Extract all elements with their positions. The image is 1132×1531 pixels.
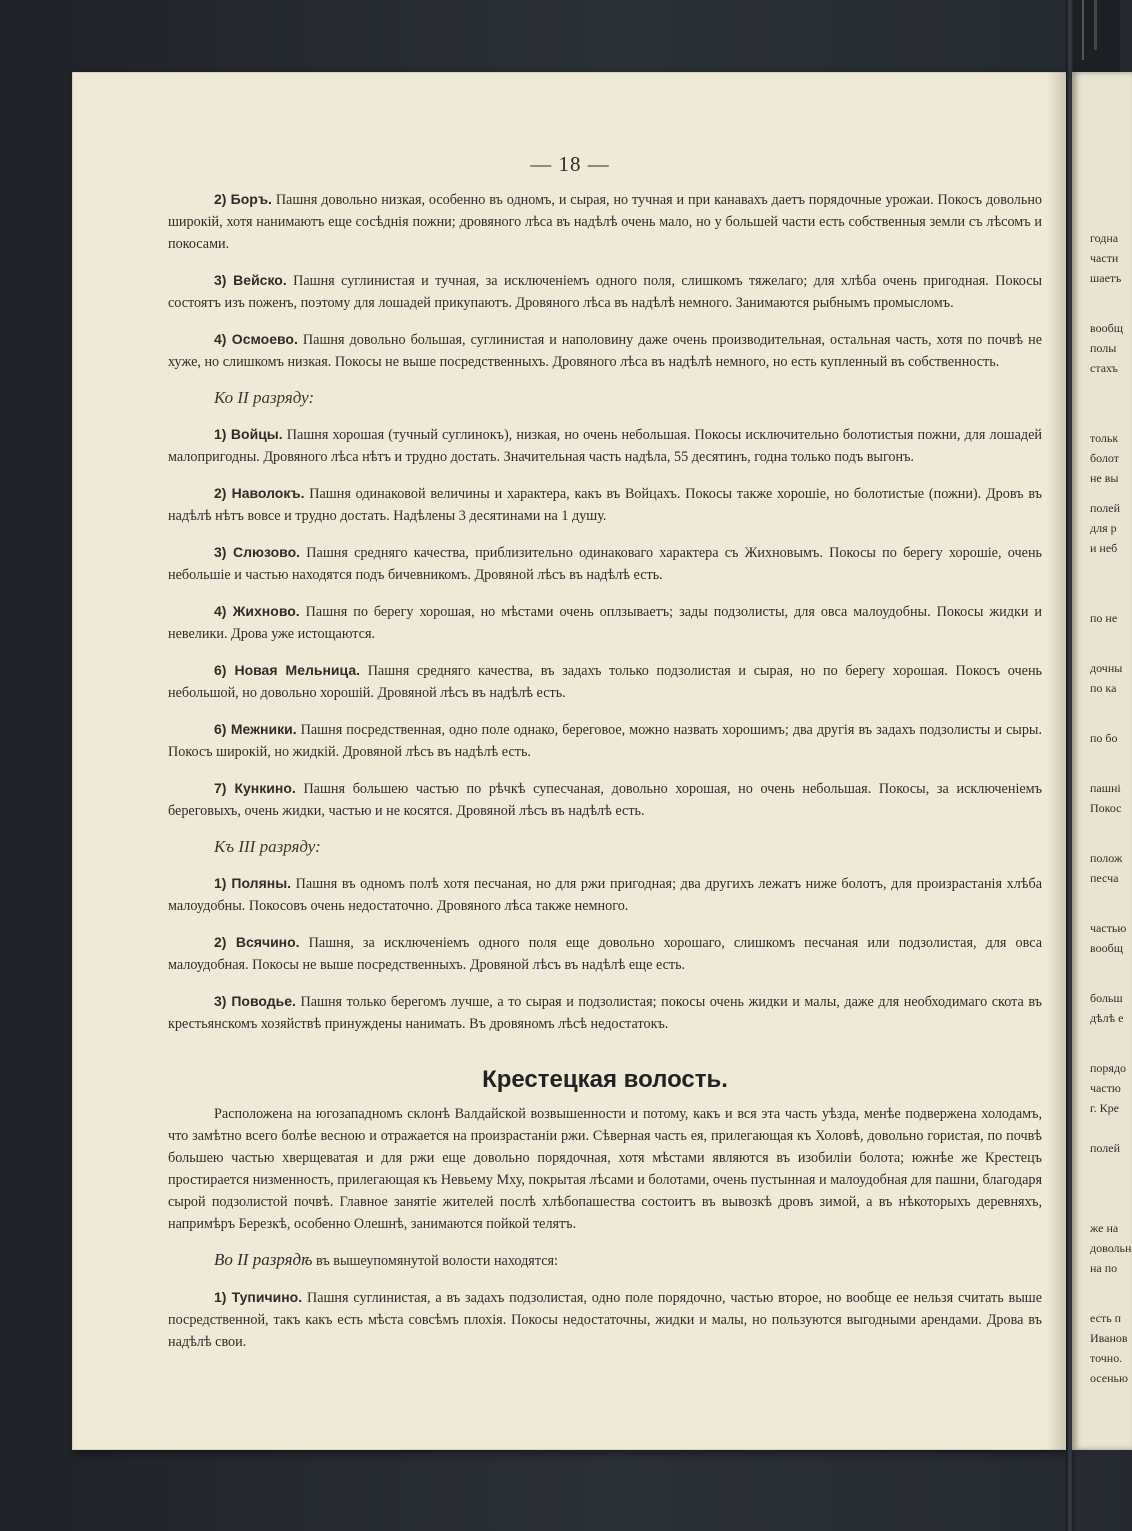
adjacent-page-fragment: больш xyxy=(1090,991,1123,1005)
adjacent-page-fragment: вообщ xyxy=(1090,941,1123,955)
adjacent-page-fragment: полей xyxy=(1090,501,1120,515)
entries-group-3 xyxy=(168,872,1042,1035)
adjacent-page-fragment: болот xyxy=(1090,451,1120,465)
village-entry xyxy=(168,659,1042,704)
village-name: 4) Осмоево. xyxy=(214,331,298,347)
adjacent-page-fragment: для р xyxy=(1090,521,1117,535)
village-entry xyxy=(168,423,1042,468)
village-entry xyxy=(168,1286,1042,1353)
adjacent-page-fragment: тольк xyxy=(1090,431,1119,445)
adjacent-page-fragment: есть п xyxy=(1090,1311,1122,1325)
village-description: Пашня только берегомъ лучше, а то сырая и подзолистая; покосы очень жидки и малы, даже для необходимаго скота въ крестьянскомъ хозяйствѣ принуждены нанимать. Въ дровяномъ лѣсѣ недостатокъ. xyxy=(168,994,1043,1032)
adjacent-page-fragment: по бо xyxy=(1090,731,1118,745)
page-number: — 18 — xyxy=(530,152,610,176)
village-entry xyxy=(168,188,1042,255)
book-page xyxy=(72,72,1068,1450)
village-name: 1) Войцы. xyxy=(214,426,283,442)
adjacent-page-fragment: Иванов xyxy=(1090,1331,1128,1345)
adjacent-page-fragment: вообщ xyxy=(1090,321,1123,335)
village-description: Пашня посредственная, одно поле однако, береговое, можно назвать хорошимъ; два другія въ задахъ подзолисты и сыры. Покосъ широкій, но жидкій. Дровяной лѣсъ въ надѣлѣ есть. xyxy=(168,722,1042,760)
village-description: Пашня одинаковой величины и характера, какъ въ Войцахъ. Покосы также хорошіе, но болотистые (пожни). Дровъ въ надѣлѣ нѣтъ вовсе и трудно достать. Надѣлены 3 десятинами на 1 душу. xyxy=(168,486,1043,524)
adjacent-page-fragment: частью xyxy=(1090,921,1127,935)
adjacent-page-fragment: стахъ xyxy=(1090,361,1118,375)
adjacent-page-fragment: дѣлѣ е xyxy=(1090,1011,1124,1025)
village-name: 6) Межники. xyxy=(214,721,297,737)
village-description: Пашня по берегу хорошая, но мѣстами очень оплзываетъ; зады подзолисты, для овса малоудобны. Покосы жидки и невелики. Дрова уже истощаются. xyxy=(168,604,1043,642)
adjacent-page-fragment: и неб xyxy=(1090,541,1118,555)
adjacent-page-fragment: годна xyxy=(1090,231,1119,245)
adjacent-page-fragment: на по xyxy=(1090,1261,1118,1275)
village-description: Пашня хорошая (тучный суглинокъ), низкая, но очень небольшая. Покосы исключительно болотистыя пожни, для лошадей малопригодны. Дровяного лѣса нѣтъ и трудно достать. Значительная часть надѣла, 55 десятинъ, годна только подъ выгонъ. xyxy=(168,427,1042,465)
village-entry xyxy=(168,990,1042,1035)
category-heading-2: Ко II разряду: xyxy=(214,388,315,407)
village-description: Пашня, за исключеніемъ одного поля еще довольно хорошаго, слишкомъ песчаная или подзолистая, для овса малоудобная. Покосы не выше посредственныхъ. Дровяной лѣсъ въ надѣлѣ еще есть. xyxy=(168,935,1042,973)
category-lead-italic: Во II разрядѣ xyxy=(214,1250,313,1269)
village-name: 2) Наволокъ. xyxy=(214,485,305,501)
entries-group-1 xyxy=(168,188,1042,373)
entries-group-2 xyxy=(168,423,1042,822)
adjacent-page-fragment: не вы xyxy=(1090,471,1119,485)
village-description: Пашня довольно большая, суглинистая и наполовину даже очень производительная, остальная часть, хотя по почвѣ не хуже, но слишкомъ низкая. Покосы не выше посредственныхъ. Дровяного лѣса въ надѣлѣ немного, но есть купленный въ собственность. xyxy=(168,332,1043,370)
page-content xyxy=(168,188,1042,1367)
village-name: 1) Поляны. xyxy=(214,875,292,891)
adjacent-page-fragment: части xyxy=(1090,251,1119,265)
adjacent-page-fragment: по ка xyxy=(1090,681,1117,695)
adjacent-page-fragment: частю xyxy=(1090,1081,1121,1095)
adjacent-page-fragment: г. Кре xyxy=(1090,1101,1119,1115)
adjacent-page-fragment: полож xyxy=(1090,851,1123,865)
village-description: Пашня суглинистая, а въ задахъ подзолистая, одно поле порядочно, частью второе, но вообще ее нельзя считать выше посредственной, такъ какъ есть мѣста совсѣмъ плохія. Покосы недостаточны, жидки и малы, но пользуются выгодными арендами. Дрова въ надѣлѣ свои. xyxy=(168,1290,1042,1350)
adjacent-page-fragment: точно. xyxy=(1090,1351,1123,1365)
adjacent-page-fragment: пашні xyxy=(1090,781,1121,795)
village-description: Пашня довольно низкая, особенно въ одномъ, и сырая, но тучная и при канавахъ даетъ порядочные урожаи. Покосъ довольно широкій, хотя нанимаютъ еще сосѣднія пожни; дровяного лѣса въ надѣлѣ очень мало, но у большей части есть собственныя земли съ лѣсомъ и покосами. xyxy=(168,192,1043,252)
adjacent-page-fragment: дочны xyxy=(1090,661,1123,675)
village-entry xyxy=(168,328,1042,373)
village-name: 1) Тупичино. xyxy=(214,1289,303,1305)
section-intro: Расположена на югозападномъ склонѣ Валдайской возвышенности и потому, какъ и вся эта часть уѣзда, менѣе подвержена холодамъ, что замѣтно всего болѣе весною и отражается на произрастаніи ржи. Сѣверная часть ея, прилегающая къ Холовѣ, довольно гористая, по почвѣ большею частью хверщеватая и для ржи еще довольно порядочная, хотя мѣстами являются въ изобиліи болота; южнѣе же Крестецъ простирается низменность, прилегающая къ Невьему Мху, покрытая лѣсами и болотами, очень пустынная и малоудобная для пашни, благодаря сырой подзолистой почвѣ. Главное занятіе жителей послѣ хлѣбопашества состоитъ въ вывозкѣ дровъ зимой, а въ нѣкоторыхъ деревняхъ, напримѣръ Березкѣ, особенно Олешнѣ, занимаются пойкой телятъ. xyxy=(168,1106,1042,1232)
adjacent-page-fragment: полей xyxy=(1090,1141,1120,1155)
village-name: 2) Боръ. xyxy=(214,191,272,207)
village-description: Пашня большею частью по рѣчкѣ супесчаная, довольно хорошая, но очень небольшая. Покосы, за исключеніемъ береговыхъ, очень жидки, частью и не косятся. Дровяной лѣсъ въ надѣлѣ есть. xyxy=(168,781,1042,819)
village-entry xyxy=(168,872,1042,917)
village-name: 3) Вейско. xyxy=(214,272,287,288)
adjacent-page-fragment: осенью xyxy=(1090,1371,1128,1385)
category-heading-3: Къ III разряду: xyxy=(214,837,321,856)
category-lead-text: въ вышеупомянутой волости находятся: xyxy=(312,1253,558,1269)
village-entry xyxy=(168,777,1042,822)
village-name: 3) Слюзово. xyxy=(214,544,301,560)
village-entry xyxy=(168,931,1042,976)
adjacent-page-fragment: шаетъ xyxy=(1090,271,1122,285)
village-name: 4) Жихново. xyxy=(214,603,300,619)
adjacent-page-fragment: же на xyxy=(1090,1221,1119,1235)
page-shadow xyxy=(1046,72,1068,1450)
village-name: 2) Всячино. xyxy=(214,934,300,950)
village-entry xyxy=(168,482,1042,527)
adjacent-page-fragment: порядо xyxy=(1090,1061,1127,1075)
village-description: Пашня суглинистая и тучная, за исключеніемъ одного поля, слишкомъ тяжелаго; для хлѣба очень пригодная. Покосы состоятъ изъ поженъ, поэтому для лошадей прикупаютъ. Дровяного лѣса въ надѣлѣ немного. Занимаются рыбнымъ промысломъ. xyxy=(168,273,1043,311)
adjacent-page-fragment: Покос xyxy=(1090,801,1122,815)
village-name: 7) Кункино. xyxy=(214,780,296,796)
village-entry xyxy=(168,718,1042,763)
village-description: Пашня въ одномъ полѣ хотя песчаная, но для ржи пригодная; два другихъ лежатъ ниже болотъ, для произрастанія хлѣба малоудобны. Покосовъ очень недостаточно. Дровяного лѣса также немного. xyxy=(168,876,1043,914)
entries-group-4 xyxy=(168,1286,1042,1353)
village-entry xyxy=(168,541,1042,586)
village-name: 6) Новая Мельница. xyxy=(214,662,360,678)
village-name: 3) Поводье. xyxy=(214,993,296,1009)
village-description: Пашня средняго качества, въ задахъ только подзолистая и сырая, но по берегу хорошая. Покосъ очень небольшой, но довольно хорошій. Дровяной лѣсъ въ надѣлѣ есть. xyxy=(168,663,1043,701)
category-lead xyxy=(214,1249,1042,1272)
adjacent-page-fragment: песча xyxy=(1090,871,1119,885)
adjacent-page xyxy=(1072,72,1132,1450)
village-description: Пашня средняго качества, приблизительно одинаковаго характера съ Жихновымъ. Покосы по берегу хорошіе, очень небольшіе и частью находятся подъ бичевникомъ. Дровяной лѣсъ въ надѣлѣ есть. xyxy=(168,545,1043,583)
adjacent-page-fragment: довольн xyxy=(1090,1241,1132,1255)
village-entry xyxy=(168,600,1042,645)
scanner-edge xyxy=(1074,0,1120,72)
adjacent-page-fragment: по не xyxy=(1090,611,1118,625)
adjacent-page-fragment: полы xyxy=(1090,341,1117,355)
section-title: Крестецкая волость. xyxy=(482,1066,728,1093)
village-entry xyxy=(168,269,1042,314)
